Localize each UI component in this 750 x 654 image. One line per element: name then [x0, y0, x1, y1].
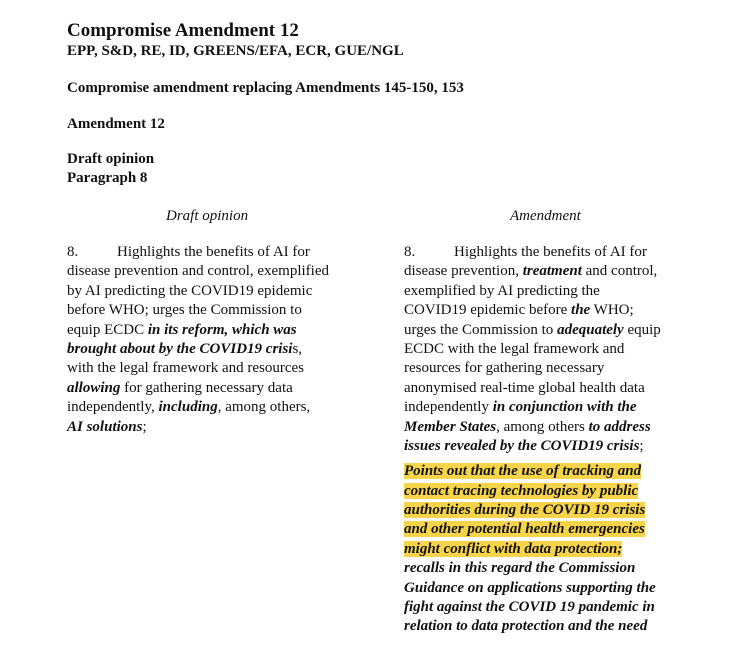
text-line: before WHO; urges the Commission to: [67, 302, 302, 319]
text-line: Guidance on applications supporting the: [404, 579, 656, 596]
text-line: independently in conjunction with the: [404, 399, 637, 416]
text-line: urges the Commission to adequately equip: [404, 321, 661, 338]
draft-opinion-text: [67, 243, 367, 437]
amendment-text: [404, 243, 704, 637]
text-line: [404, 462, 704, 481]
amendment-title: Compromise Amendment 12: [67, 20, 299, 41]
text-line: brought about by the COVID19 crisis,: [67, 340, 303, 357]
text-line: 8. Highlights the benefits of AI for: [404, 244, 647, 260]
text-line: recalls in this regard the Commission: [404, 560, 636, 577]
political-groups: EPP, S&D, RE, ID, GREENS/EFA, ECR, GUE/NGL: [67, 43, 404, 59]
text-line: [404, 482, 704, 501]
draft-opinion-label: Draft opinion: [67, 151, 155, 167]
amendment-label: Amendment 12: [67, 116, 165, 132]
text-line: [404, 540, 704, 559]
highlighted-text: authorities during the COVID 19 crisis: [404, 502, 646, 519]
highlighted-text: and other potential health emergencies: [404, 521, 645, 538]
text-line: equip ECDC in its reform, which was: [67, 321, 297, 338]
text-line: 8. Highlights the benefits of AI for: [67, 244, 310, 260]
text-line: relation to data protection and the need: [404, 618, 648, 635]
text-line: COVID19 epidemic before the WHO;: [404, 302, 634, 319]
text-line: with the legal framework and resources: [67, 360, 304, 377]
left-column-heading: Draft opinion: [166, 208, 249, 224]
draft-reference: [67, 150, 154, 188]
text-line: anonymised real-time global health data: [404, 379, 645, 396]
text-line: ECDC with the legal framework and: [404, 340, 625, 357]
highlighted-text: Points out that the use of tracking and: [404, 463, 642, 480]
text-line: independently, including, among others,: [67, 399, 311, 416]
highlighted-text: contact tracing technologies by public: [404, 482, 639, 499]
text-line: exemplified by AI predicting the: [404, 282, 600, 299]
replacing-line: Compromise amendment replacing Amendments 145-150, 153: [67, 80, 464, 96]
text-line: allowing for gathering necessary data: [67, 379, 293, 396]
highlighted-text: might conflict with data protection;: [404, 540, 623, 557]
paragraph-label: Paragraph 8: [67, 170, 148, 186]
right-column-heading: Amendment: [510, 208, 581, 224]
text-line: resources for gathering necessary: [404, 360, 605, 377]
highlighted-addition: [404, 462, 704, 637]
text-line: disease prevention, treatment and control,: [404, 263, 658, 280]
text-line: issues revealed by the COVID19 crisis;: [404, 437, 644, 454]
text-line: Member States, among others to address: [404, 418, 651, 435]
text-line: disease prevention and control, exemplified: [67, 263, 329, 280]
text-line: fight against the COVID 19 pandemic in: [404, 599, 655, 616]
text-line: by AI predicting the COVID19 epidemic: [67, 282, 313, 299]
text-line: AI solutions;: [67, 418, 147, 435]
text-line: [404, 520, 704, 539]
text-line: [404, 501, 704, 520]
